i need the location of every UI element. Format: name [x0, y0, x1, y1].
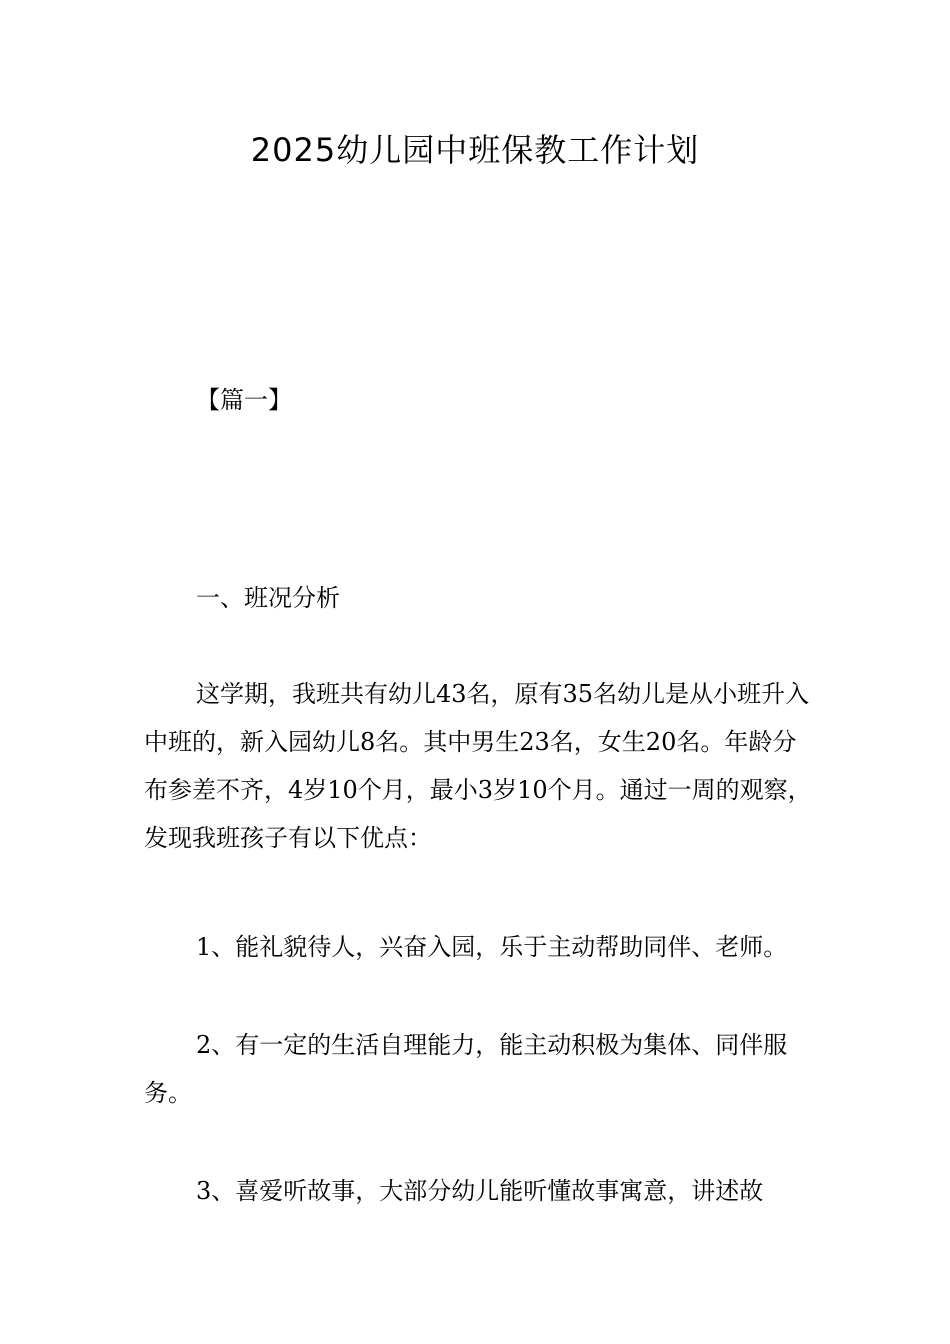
- paragraph-item-3: 3、喜爱听故事，大部分幼儿能听懂故事寓意，讲述故: [196, 1177, 764, 1205]
- paragraph-item-2: 2、有一定的生活自理能力，能主动积极为集体、同伴服务。: [144, 1031, 788, 1107]
- paragraph-intro: 这学期，我班共有幼儿43名，原有35名幼儿是从小班升入中班的，新入园幼儿8名。其中男生23名，女生20名。年龄分布参差不齐，4岁10个月，最小3岁10个月。通过一周的观察，发现我班孩子有以下优点：: [144, 680, 812, 852]
- paragraph-item-1: 1、能礼貌待人，兴奋入园，乐于主动帮助同伴、老师。: [196, 933, 788, 961]
- document-title: 2025幼儿园中班保教工作计划: [250, 131, 700, 169]
- section-heading: 一、班况分析: [196, 584, 340, 612]
- section-tag: 【篇一】: [196, 386, 292, 414]
